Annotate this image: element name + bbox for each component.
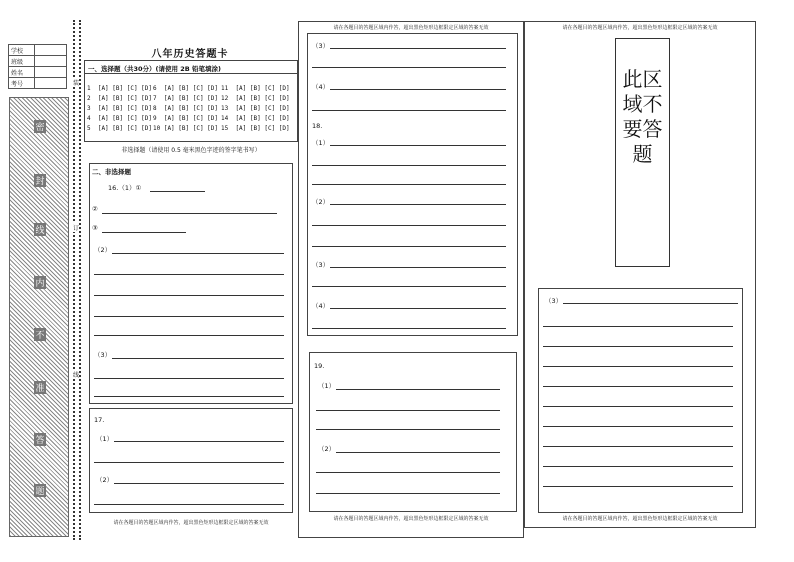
boundary-notice: 请在各题目的答题区域内作答，超出黑色矩形边框限定区域的答案无效 <box>333 25 489 31</box>
answer-line[interactable] <box>150 191 205 192</box>
q19-sub3-label: （3） <box>545 297 563 305</box>
answer-line[interactable] <box>543 406 733 407</box>
class-label: 班级 <box>9 56 35 67</box>
answer-line[interactable] <box>330 204 506 205</box>
sub3-label: （3） <box>312 42 330 50</box>
answer-line[interactable] <box>543 386 733 387</box>
q18-sub4-label: （4） <box>312 302 330 310</box>
answer-line[interactable] <box>312 165 506 166</box>
answer-line[interactable] <box>114 441 284 442</box>
answer-line[interactable] <box>94 378 284 379</box>
school-field[interactable] <box>35 45 67 56</box>
q18-number: 18. <box>312 122 323 130</box>
q18-sub1-label: （1） <box>312 139 330 147</box>
answer-line[interactable] <box>543 346 733 347</box>
answer-line[interactable] <box>563 303 738 304</box>
boundary-notice: 请在各题目的答题区域内作答，超出黑色矩形边框限定区域的答案无效 <box>562 516 718 522</box>
answer-line[interactable] <box>112 253 284 254</box>
answer-line[interactable] <box>316 472 500 473</box>
answer-line[interactable] <box>543 366 733 367</box>
mc-column-3[interactable]: 11 [A] [B] [C] [D] 12 [A] [B] [C] [D] 13 [A] [B] [C] [D] 14 [A] [B] [C] [D] 15 [A] [B] [C] [D] <box>221 85 290 132</box>
no-answer-zone <box>615 38 670 267</box>
seal-char: 封 <box>34 174 46 187</box>
answer-line[interactable] <box>94 316 284 317</box>
seal-char: 答 <box>34 433 46 446</box>
answer-line[interactable] <box>94 396 284 397</box>
q16-answer-box <box>89 163 293 404</box>
answer-line[interactable] <box>94 295 284 296</box>
sub4-label: （4） <box>312 83 330 91</box>
answer-line[interactable] <box>336 452 500 453</box>
answer-line[interactable] <box>312 110 506 111</box>
class-field[interactable] <box>35 56 67 67</box>
answer-line[interactable] <box>330 48 506 49</box>
answer-line[interactable] <box>94 504 284 505</box>
answer-line[interactable] <box>330 89 506 90</box>
answer-line[interactable] <box>336 389 500 390</box>
answer-line[interactable] <box>102 232 186 233</box>
q17-q18-answer-box <box>307 33 518 336</box>
sealed-strip <box>9 97 69 537</box>
section1-heading: 一、选择题（共30分）(请使用 2B 铅笔填涂) <box>84 60 298 74</box>
answer-line[interactable] <box>312 328 506 329</box>
boundary-notice: 请在各题目的答题区域内作答，超出黑色矩形边框限定区域的答案无效 <box>333 516 489 522</box>
q18-sub3-label: （3） <box>312 261 330 269</box>
answer-line[interactable] <box>316 429 500 430</box>
boundary-notice: 请在各题目的答题区域内作答，超出黑色矩形边框限定区域的答案无效 <box>113 520 269 526</box>
answer-line[interactable] <box>543 326 733 327</box>
q19-number: 19. <box>314 362 325 370</box>
seal-char: 准 <box>34 381 46 394</box>
binding-line <box>73 20 75 540</box>
seal-char: 不 <box>34 328 46 341</box>
exam-no-label: 考号 <box>9 78 35 89</box>
answer-line[interactable] <box>102 213 277 214</box>
nonmc-instruction: 非选择题（请使用 0.5 毫米黑色字迹的签字笔书写） <box>121 147 261 154</box>
q17-sub1-label: （1） <box>96 435 114 443</box>
exam-no-field[interactable] <box>35 78 67 89</box>
binding-char-xian: 线 <box>73 372 80 379</box>
q16-sub3-label: （3） <box>94 351 112 359</box>
q17-sub2-label: （2） <box>96 476 114 484</box>
mc-column-1[interactable]: 1 [A] [B] [C] [D] 2 [A] [B] [C] [D] 3 [A] [B] [C] [D] 4 [A] [B] [C] [D] 5 [A] [B] [C] [D] <box>87 85 153 132</box>
binding-line <box>79 20 81 540</box>
seal-char: 密 <box>34 120 46 133</box>
name-label: 姓名 <box>9 67 35 78</box>
q17-number: 17. <box>94 416 105 424</box>
answer-line[interactable] <box>312 67 506 68</box>
answer-line[interactable] <box>316 493 500 494</box>
no-answer-text: 此区域不要答题 <box>622 67 663 166</box>
name-field[interactable] <box>35 67 67 78</box>
answer-line[interactable] <box>330 145 506 146</box>
section2-heading: 二、非选择题 <box>92 168 131 176</box>
answer-line[interactable] <box>330 267 506 268</box>
mc-column-2[interactable]: 6 [A] [B] [C] [D] 7 [A] [B] [C] [D] 8 [A] [B] [C] [D] 9 [A] [B] [C] [D] 10 [A] [B] [C] [D] <box>153 85 219 132</box>
q19-sub2-label: （2） <box>318 445 336 453</box>
answer-line[interactable] <box>543 486 733 487</box>
q16-sub2-label: （2） <box>94 246 112 254</box>
answer-line[interactable] <box>114 483 284 484</box>
binding-char-ding: 订 <box>73 225 80 232</box>
school-label: 学校 <box>9 45 35 56</box>
answer-line[interactable] <box>94 335 284 336</box>
binding-char-zhuang: 装 <box>73 80 80 87</box>
multiple-choice-area <box>84 74 298 142</box>
answer-line[interactable] <box>312 184 506 185</box>
q17-answer-box <box>89 408 293 513</box>
q16-part3-label: ③ <box>92 224 98 232</box>
seal-char: 内 <box>34 276 46 289</box>
seal-char: 线 <box>34 223 46 236</box>
student-info-table <box>8 44 67 89</box>
answer-line[interactable] <box>543 466 733 467</box>
answer-line[interactable] <box>94 462 284 463</box>
answer-line[interactable] <box>330 308 506 309</box>
answer-line[interactable] <box>94 274 284 275</box>
answer-line[interactable] <box>112 358 284 359</box>
boundary-notice: 请在各题目的答题区域内作答，超出黑色矩形边框限定区域的答案无效 <box>562 25 718 31</box>
q19-sub3-answer-box <box>538 288 743 513</box>
answer-line[interactable] <box>543 446 733 447</box>
q19-sub1-label: （1） <box>318 382 336 390</box>
q19-answer-box <box>309 352 517 512</box>
q16-part1-label: 16.（1）① <box>108 184 142 192</box>
page-title: 八年历史答题卡 <box>151 49 229 60</box>
q18-sub2-label: （2） <box>312 198 330 206</box>
answer-line[interactable] <box>543 426 733 427</box>
answer-line[interactable] <box>312 225 506 226</box>
seal-char: 题 <box>34 484 46 497</box>
answer-line[interactable] <box>316 410 500 411</box>
answer-line[interactable] <box>312 246 506 247</box>
answer-line[interactable] <box>312 286 506 287</box>
q16-part2-label: ② <box>92 205 98 213</box>
